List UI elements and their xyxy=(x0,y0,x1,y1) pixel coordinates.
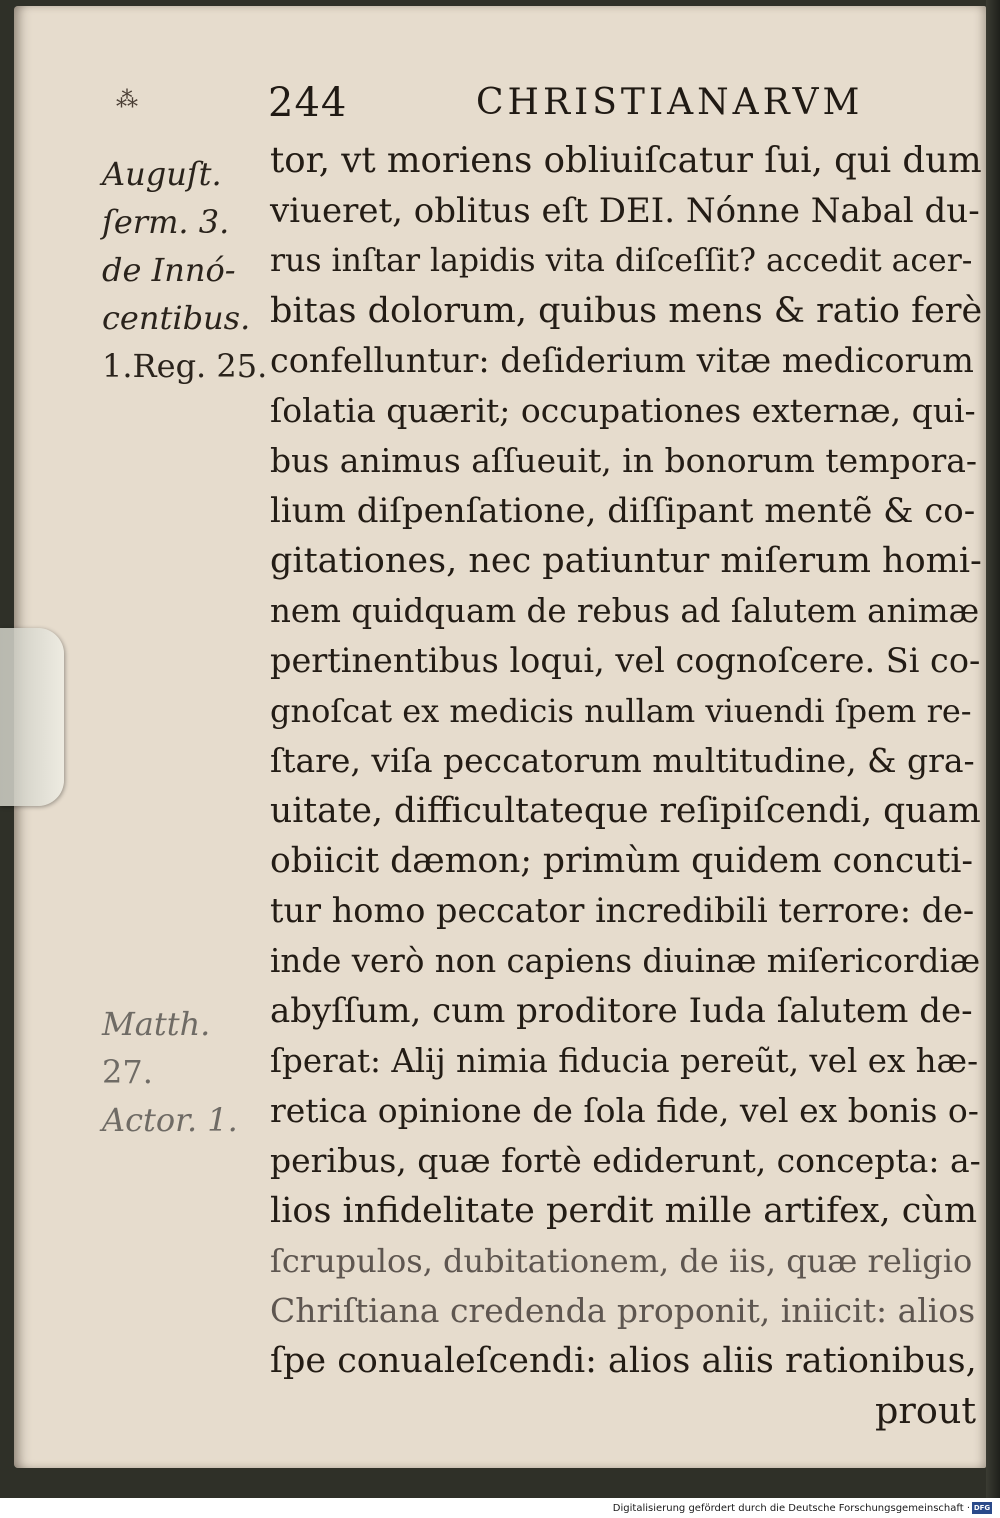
text-line: lios infidelitate perdit mille artifex, cùm xyxy=(270,1191,978,1231)
text-line: lium diſpenſatione, diſſipant mentẽ & co- xyxy=(270,491,976,531)
footer-credit: Digitalisierung gefördert durch die Deutsche Forschungsgemeinschaft · xyxy=(612,1503,970,1514)
marginal-note: de Innó- xyxy=(102,251,236,289)
text-line: pertinentibus loqui, vel cognoſcere. Si co- xyxy=(270,641,981,680)
text-line: ſperat: Alij nimia fiducia pereũt, vel ex hæ- xyxy=(270,1042,979,1080)
text-line: peribus, quæ fortè ediderunt, concepta: a- xyxy=(270,1141,981,1180)
corner-mark: ⁂ xyxy=(116,88,138,113)
text-line: uitate, difficultateque reſipiſcendi, quam xyxy=(270,791,981,831)
text-line: nem quidquam de rebus ad ſalutem animæ xyxy=(270,592,980,630)
text-line: abyſſum, cum proditore Iuda ſalutem de- xyxy=(270,991,973,1031)
text-line: gitationes, nec patiuntur miſerum homi- xyxy=(270,541,982,581)
marginal-note: Matth. xyxy=(102,1005,211,1043)
text-line: obiicit dæmon; primùm quidem concuti- xyxy=(270,841,974,881)
text-line: gnoſcat ex medicis nullam viuendi ſpem re- xyxy=(270,692,972,730)
page-fore-edge xyxy=(986,0,1000,1498)
text-line: tor, vt moriens obliuiſcatur ſui, qui dum xyxy=(270,140,982,181)
marginal-note: Auguſt. xyxy=(102,155,222,193)
page-header xyxy=(0,80,1000,130)
text-line: ſcrupulos, dubitationem, de iis, quæ religio xyxy=(270,1242,973,1280)
marginal-note: ſerm. 3. xyxy=(102,203,230,241)
dfg-logo-icon: DFG xyxy=(973,1504,991,1512)
text-line: ſpe conualeſcendi: alios aliis rationibus, xyxy=(270,1341,977,1381)
marginal-note: centibus. xyxy=(102,299,251,337)
text-line: bus animus aſſueuit, in bonorum tempora- xyxy=(270,441,978,480)
marginal-note: 27. xyxy=(102,1053,153,1091)
text-line: tur homo peccator incredibili terrore: de- xyxy=(270,891,975,930)
text-line: inde verò non capiens diuinæ miſericordiæ xyxy=(270,942,981,980)
text-line: bitas dolorum, quibus mens & ratio ferè xyxy=(270,291,983,331)
catchword: prout xyxy=(875,1389,976,1432)
text-line: Chriſtiana credenda proponit, iniicit: alios xyxy=(270,1291,976,1330)
text-line: retica opinione de ſola fide, vel ex bonis o- xyxy=(270,1091,979,1130)
page-clip xyxy=(0,628,64,806)
text-line: viueret, oblitus eſt DEI. Nónne Nabal du- xyxy=(270,191,980,231)
text-line: ſolatia quærit; occupationes externæ, qui- xyxy=(270,391,976,430)
marginal-note: Actor. 1. xyxy=(102,1101,238,1139)
page-number: 244 xyxy=(268,80,348,126)
text-line: rus inſtar lapidis vita diſceſſit? accedit acer- xyxy=(270,243,973,279)
text-line: ſtare, viſa peccatorum multitudine, & gra- xyxy=(270,741,975,780)
text-line: confelluntur: deſiderium vitæ medicorum xyxy=(270,341,974,380)
running-title: CHRISTIANARVM xyxy=(476,82,864,123)
marginal-note: 1.Reg. 25. xyxy=(102,347,268,385)
